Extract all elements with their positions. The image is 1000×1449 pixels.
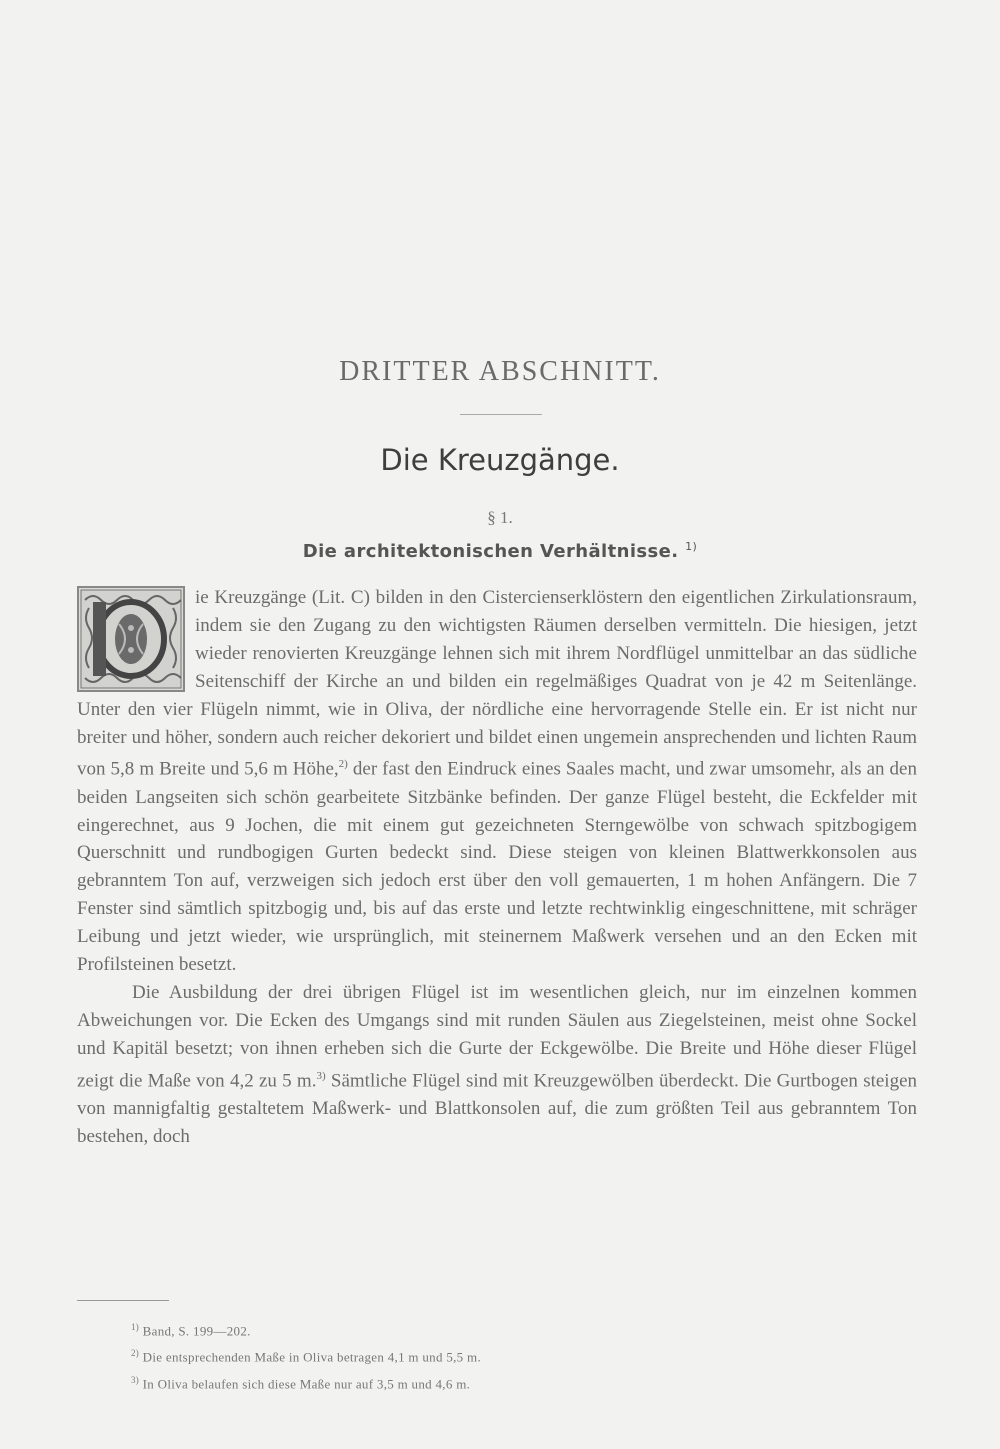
footnote-1	[131, 1316, 831, 1342]
title-divider	[460, 414, 542, 415]
paragraph-1-text-a: ie Kreuzgänge (Lit. C) bilden in den Cistercienserklöstern den eigentlichen Zirkulationsraum, indem sie den Zugang zu den wichtigsten Räumen derselben vermitteln. Die hiesigen, jetzt wieder renovierten Kreuzgänge lehnen sich mit ihrem Nordflügel unmittelbar an das südliche Seitenschiff der Kirche an und bilden ein regelmäßiges Quadrat von je 42 m Seitenlänge. Unter den vier Flügeln nimmt, wie in Oliva, der nördliche eine hervorragende Stelle ein. Er ist nicht nur breiter und höher, sondern auch reicher dekoriert und bildet einen ungemein ansprechenden und lichten Raum von 5,8 m Breite und 5,6 m Höhe,	[77, 587, 917, 780]
footnotes	[131, 1316, 831, 1395]
chapter-title: Die Kreuzgänge.	[380, 443, 620, 477]
body-text	[77, 584, 917, 1151]
subsection-title-text: Die architektonischen Verhältnisse.	[302, 541, 679, 562]
footnote-marker: 3)	[131, 1374, 140, 1385]
paragraph-number: § 1.	[487, 508, 513, 527]
footnote-marker: 1)	[131, 1322, 140, 1332]
footnote-ref: 3)	[316, 1069, 326, 1082]
subsection-title	[0, 540, 1000, 562]
footnote-divider	[77, 1300, 169, 1301]
footnote-marker: 2)	[131, 1348, 140, 1359]
footnote-2	[131, 1342, 831, 1368]
footnote-ref: 2)	[338, 758, 348, 771]
paragraph-2	[77, 979, 917, 1151]
paragraph-1	[77, 584, 917, 979]
ornament-icon	[79, 588, 183, 690]
ornamental-initial	[77, 586, 185, 692]
section-title: DRITTER ABSCHNITT.	[339, 356, 661, 387]
paragraph-2-text-a: Die Ausbildung der drei übrigen Flügel ist im wesentlichen gleich, nur im einzelnen kommen Abweichungen vor. Die Ecken des Umgangs sind mit runden Säulen aus Ziegelsteinen, meist ohne Sockel und Kapitäl besetzt; von ihnen erheben sich die Gurte der Eckgewölbe. Die Breite und Höhe dieser Flügel zeigt die Maße von 4,2 zu 5 m.	[77, 982, 917, 1092]
paragraph-2-text-b: Sämtliche Flügel sind mit Kreuzgewölben überdeckt. Die Gurtbogen steigen von mannigfaltig gestaltetem Maßwerk- und Blattkonsolen auf, die zum größten Teil aus gebranntem Ton bestehen, doch	[77, 1070, 918, 1147]
footnote-text: Band, S. 199—202.	[139, 1323, 251, 1339]
footnote-ref: 1)	[685, 540, 698, 553]
footnote-text: In Oliva belaufen sich diese Maße nur auf 3,5 m und 4,6 m.	[139, 1375, 471, 1391]
paragraph-1-text-b: der fast den Eindruck eines Saales macht, und zwar umsomehr, als an den beiden Langseiten sich schön gearbeitete Sitzbänke befinden. Der ganze Flügel besteht, die Eckfelder mit eingerechnet, aus 9 Jochen, die mit einem gut gezeichneten Sterngewölbe von schwach spitzbogigem Querschnitt und rundbogigen Gurten bedeckt sind. Diese steigen von kleinen Blattwerkkonsolen aus gebranntem Ton auf, verzweigen sich jedoch erst über den voll gemauerten, 1 m hohen Anfängern. Die 7 Fenster sind sämtlich spitzbogig und, bis auf das erste und letzte rechtwinklig eingeschnittene, mit schräger Leibung und jetzt wieder, wie ursprünglich, mit steinernem Maßwerk versehen und an den Ecken mit Profilsteinen besetzt.	[77, 758, 917, 976]
footnote-text: Die entsprechenden Maße in Oliva betragen 4,1 m und 5,5 m.	[139, 1349, 481, 1365]
footnote-3	[131, 1369, 831, 1395]
